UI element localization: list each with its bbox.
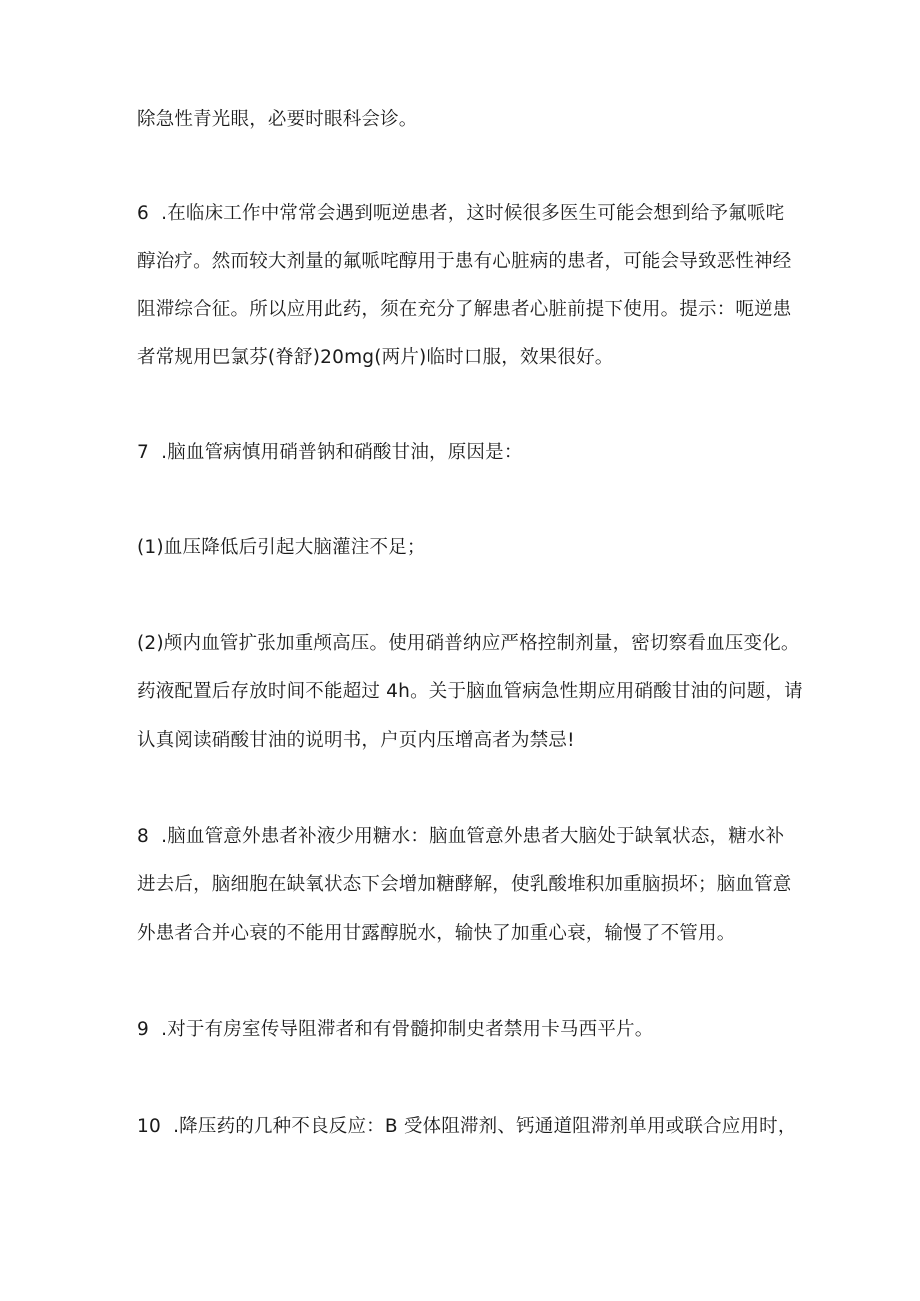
text-line: 8 .脑血管意外患者补液少用糖水：脑血管意外患者大脑处于缺氧状态，糖水补	[137, 826, 785, 847]
text-line: (2)颅内血管扩张加重颅高压。使用硝普纳应严格控制剂量，密切察看血压变化。	[137, 633, 800, 654]
text-line: 进去后，脑细胞在缺氧状态下会增加糖酵解，使乳酸堆积加重脑损坏；脑血管意	[137, 874, 792, 895]
text-line: 10 .降压药的几种不良反应：B 受体阻滞剂、钙通道阻滞剂单用或联合应用时，	[137, 1116, 797, 1137]
text-line: 7 .脑血管病慎用硝普钠和硝酸甘油，原因是：	[137, 442, 523, 463]
text-line: 9 .对于有房室传导阻滞者和有骨髓抑制史者禁用卡马西平片。	[137, 1019, 654, 1040]
text-line: 6 .在临床工作中常常会遇到呃逆患者，这时候很多医生可能会想到给予氟哌咤	[137, 203, 785, 224]
text-line: 者常规用巴氯芬(脊舒)20mg(两片)临时口服，效果很好。	[137, 347, 614, 368]
text-line: 药液配置后存放时间不能超过 4h。关于脑血管病急性期应用硝酸甘油的问题，请	[137, 681, 803, 702]
text-line: 认真阅读硝酸甘油的说明书，户页内压增高者为禁忌!	[137, 730, 575, 751]
text-line: 阻滞综合征。所以应用此药，须在充分了解患者心脏前提下使用。提示：呃逆患	[137, 299, 792, 320]
text-line: (1)血压降低后引起大脑灌注不足；	[137, 537, 426, 558]
text-line: 醇治疗。然而较大剂量的氟哌咤醇用于患有心脏病的患者，可能会导致恶性神经	[137, 251, 792, 272]
text-line: 外患者合并心衰的不能用甘露醇脱水，输快了加重心衰，输慢了不管用。	[137, 923, 736, 944]
text-line: 除急性青光眼，必要时眼科会诊。	[137, 109, 418, 130]
